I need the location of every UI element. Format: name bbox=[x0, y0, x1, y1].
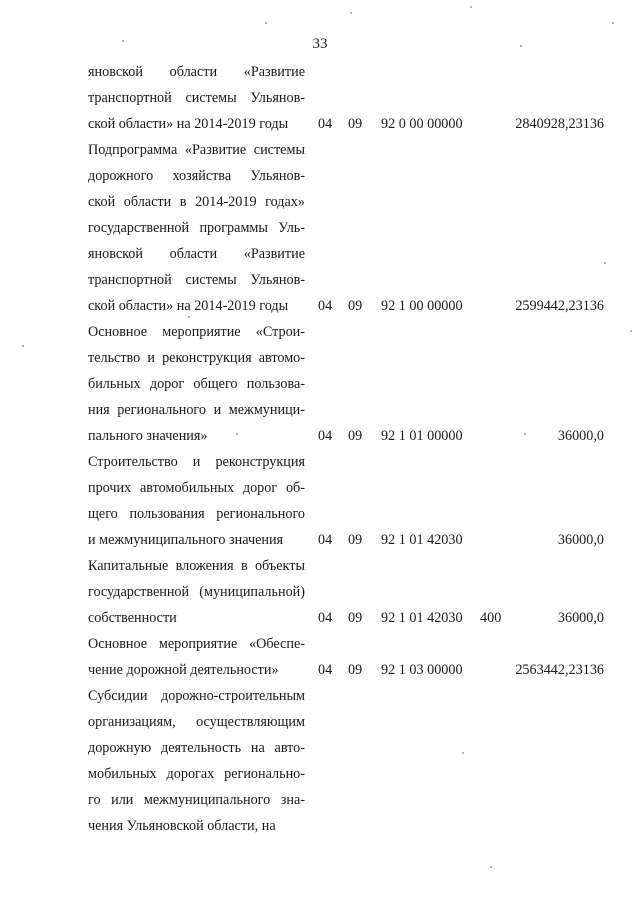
target-article-code: 92 1 01 00000 bbox=[381, 428, 463, 444]
target-article-code: 92 1 00 00000 bbox=[381, 298, 463, 314]
subsection-code: 09 bbox=[348, 428, 363, 444]
scan-speck bbox=[612, 22, 614, 24]
row-name-line: транспортной системы Ульянов- bbox=[88, 272, 305, 288]
row-name-line: собственности bbox=[88, 610, 177, 626]
row-name-line: организациям, осуществляющим bbox=[88, 714, 305, 730]
table-row bbox=[0, 631, 640, 683]
row-name-line: ской области в 2014-2019 годах» bbox=[88, 194, 305, 210]
scan-speck bbox=[604, 262, 606, 264]
table-row bbox=[0, 319, 640, 449]
section-code: 04 bbox=[318, 662, 333, 678]
row-name-line: го или межмуниципального зна- bbox=[88, 792, 305, 808]
row-name-line: и межмуниципального значения bbox=[88, 532, 284, 548]
row-name-line: Подпрограмма «Развитие системы bbox=[88, 142, 305, 158]
page-number: 33 bbox=[312, 36, 328, 52]
section-code: 04 bbox=[318, 428, 333, 444]
scan-speck bbox=[524, 433, 526, 435]
scan-speck bbox=[22, 345, 24, 347]
row-name-line: дорожную деятельность на авто- bbox=[88, 740, 305, 756]
target-article-code: 92 1 01 42030 bbox=[381, 610, 463, 626]
row-name-line: пального значения» bbox=[88, 428, 208, 444]
row-name-line: ской области» на 2014-2019 годы bbox=[88, 116, 289, 132]
scan-speck bbox=[490, 866, 492, 868]
row-name-line: Основное мероприятие «Обеспе- bbox=[88, 636, 305, 652]
subsection-code: 09 bbox=[348, 610, 363, 626]
amount: 2599442,23136 bbox=[515, 298, 604, 314]
expense-type-code: 400 bbox=[480, 610, 502, 626]
row-name-line: Основное мероприятие «Строи- bbox=[88, 324, 305, 340]
scan-speck bbox=[236, 433, 238, 435]
row-name-line: дорожного хозяйства Ульянов- bbox=[88, 168, 305, 184]
row-name-line: щего пользования регионального bbox=[88, 506, 305, 522]
scan-speck bbox=[630, 330, 632, 332]
section-code: 04 bbox=[318, 298, 333, 314]
scan-speck bbox=[462, 752, 464, 754]
subsection-code: 09 bbox=[348, 298, 363, 314]
target-article-code: 92 1 03 00000 bbox=[381, 662, 463, 678]
row-name-line: Строительство и реконструкция bbox=[88, 454, 305, 470]
row-name-line: чения Ульяновской области, на bbox=[88, 818, 276, 834]
amount: 2840928,23136 bbox=[515, 116, 604, 132]
amount: 2563442,23136 bbox=[515, 662, 604, 678]
table-row bbox=[0, 553, 640, 631]
row-name-line: государственной программы Уль- bbox=[88, 220, 305, 236]
row-name-line: государственной (муниципальной) bbox=[88, 584, 305, 600]
scan-speck bbox=[470, 6, 472, 8]
subsection-code: 09 bbox=[348, 532, 363, 548]
row-name-line: чение дорожной деятельности» bbox=[88, 662, 279, 678]
scan-speck bbox=[265, 22, 267, 24]
scan-speck bbox=[520, 45, 522, 47]
scan-speck bbox=[122, 40, 124, 42]
section-code: 04 bbox=[318, 532, 333, 548]
row-name-line: бильных дорог общего пользова- bbox=[88, 376, 305, 392]
amount: 36000,0 bbox=[557, 610, 604, 626]
amount: 36000,0 bbox=[557, 532, 604, 548]
row-name-line: Субсидии дорожно-строительным bbox=[88, 688, 305, 704]
row-name-line: ния регионального и межмуници- bbox=[88, 402, 305, 418]
target-article-code: 92 0 00 00000 bbox=[381, 116, 463, 132]
table-row bbox=[0, 683, 640, 839]
target-article-code: 92 1 01 42030 bbox=[381, 532, 463, 548]
row-name-line: Капитальные вложения в объекты bbox=[88, 558, 305, 574]
scan-speck bbox=[188, 316, 190, 318]
amount: 36000,0 bbox=[557, 428, 604, 444]
row-name-line: мобильных дорогах регионально- bbox=[88, 766, 305, 782]
subsection-code: 09 bbox=[348, 116, 363, 132]
row-name-line: транспортной системы Ульянов- bbox=[88, 90, 305, 106]
row-name-line: прочих автомобильных дорог об- bbox=[88, 480, 305, 496]
table-row bbox=[0, 137, 640, 319]
table-row bbox=[0, 59, 640, 137]
subsection-code: 09 bbox=[348, 662, 363, 678]
row-name-line: ской области» на 2014-2019 годы bbox=[88, 298, 289, 314]
row-name-line: тельство и реконструкция автомо- bbox=[88, 350, 305, 366]
scan-speck bbox=[350, 12, 352, 14]
row-name-line: яновской области «Развитие bbox=[88, 64, 305, 80]
table-row bbox=[0, 449, 640, 553]
section-code: 04 bbox=[318, 116, 333, 132]
row-name-line: яновской области «Развитие bbox=[88, 246, 305, 262]
section-code: 04 bbox=[318, 610, 333, 626]
